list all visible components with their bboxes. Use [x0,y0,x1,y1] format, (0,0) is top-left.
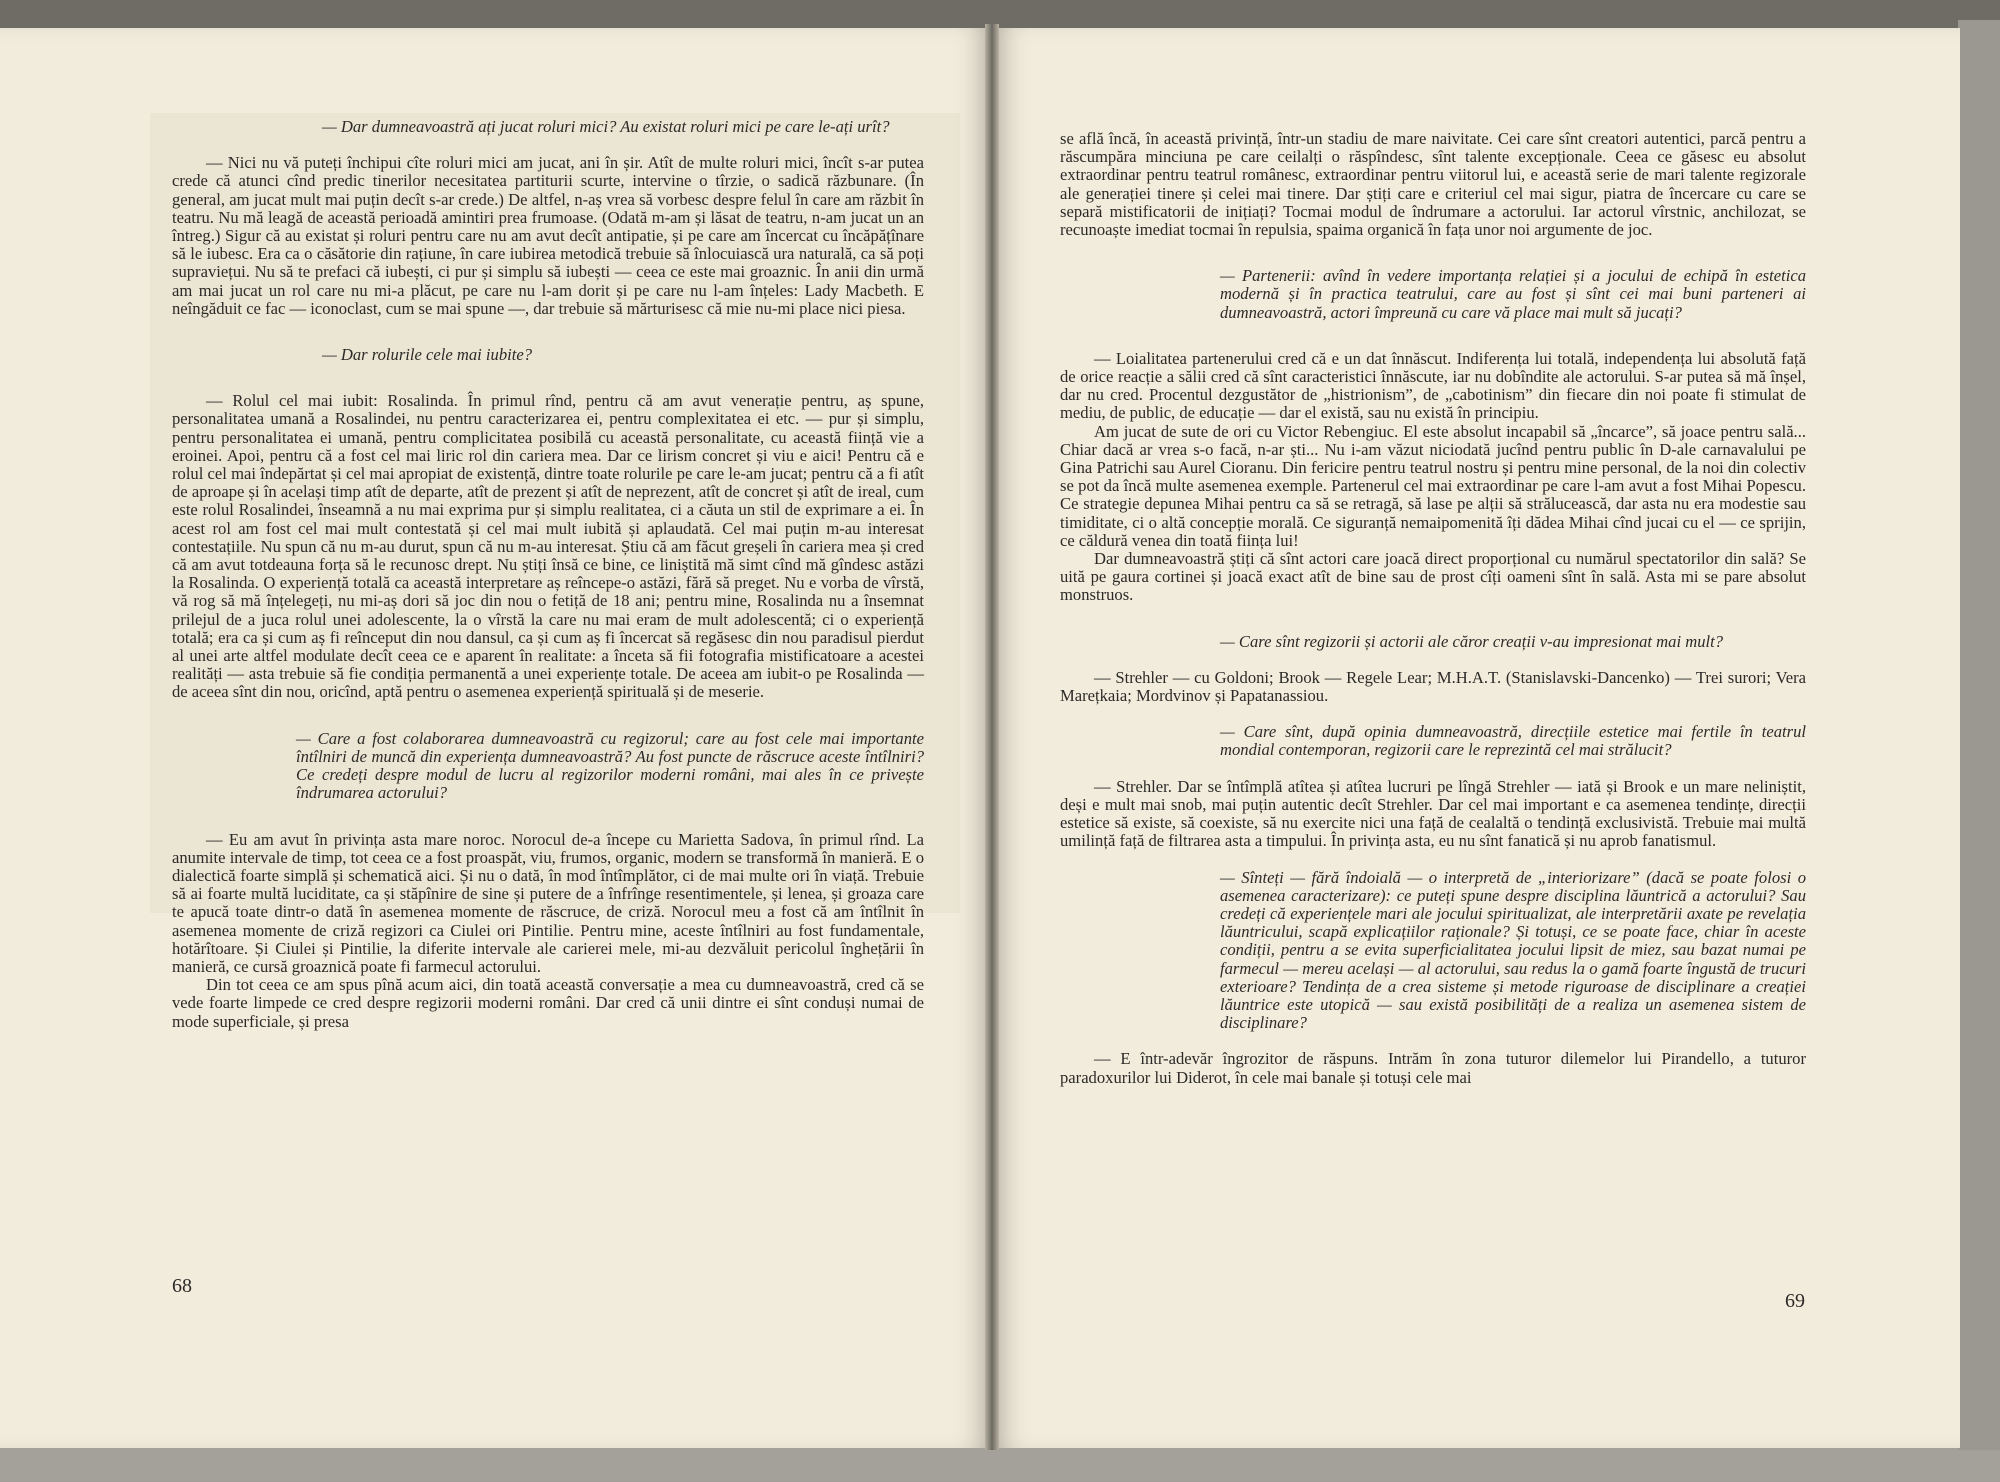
interview-answer: Dar dumneavoastră știți că sînt actori care joacă direct proporțional cu numărul spectatorilor din sală? Se uită pe gaura cortinei și joacă exact atît de bine sau de prost cîți oameni sînt în sală. Asta mi se pare absolut monstruos. [1060,549,1806,605]
interview-question: — Care sînt regizorii și actorii ale căror creații v-au impresionat mai mult? [1220,631,1724,651]
interview-answer: — Strehler — cu Goldoni; Brook — Regele Lear; M.H.A.T. (Stanislavski-Dancenko) — Trei surori; Vera Marețkaia; Mordvinov și Papatanassiou. [1060,667,1806,706]
interview-answer: — Rolul cel mai iubit: Rosalinda. În primul rînd, pentru că am avut venerație pentru, aș spune, personalitatea umană a Rosalindei, nu pentru caracterizarea ei, pentru complexitatea ei etc. — pur și simplu, pentru personalitatea ei umană, pentru complicitatea posibilă cu această personalitate, cu această ființă vie a eroinei. Apoi, pentru că a fost cel mai liric rol din cariera mea. Dar ce lirism concret și viu e aici! Pentru că e rolul cel mai îndepărtat și cel mai apropiat de existență, dintre toate rolurile pe care le-am jucat; pentru că a fi atît de aproape și în același timp atît de departe, atît de prezent și atît de neprezent, atît de concret și atît de ireal, cum este rolul Rosalindei, înseamnă a nu mai exprima pur și simplu realitatea, ci a căuta un stil de exprimare a ei. În acest rol am fost cel mai mult contestată și cel mai mult iubită și aplaudată. Cel mai puțin m-au interesat contestațiile. Nu spun că nu m-au durut, spun că nu m-au interesat. Știu că am făcut greșeli în cariera mea și cred că am avut totdeauna forța să le recunosc drept. Nu știți însă ce bine, ce liniștită mă simt cînd mă gîndesc astăzi la Rosalinda. O experiență totală ca această interpretare aș reîncepe-o astăzi, fără să preget. Nu e vorba de vîrstă, vă rog să mă înțelegeți, nu mi-aș dori să joc din nou o fetiță de 18 ani; pentru mine, Rosalinda nu a însemnat prilejul de a juca rolul unei adolescente, la o vîrstă la care nu mai eram de mult adolescentă; ci o experiență totală; era ca și cum aș fi reînceput din nou dansul, ca și cum aș fi încercat să regăsesc din nou paradisul pierdut al unei arte altfel modulate decît ceea ce e aparent în realitate: a înceta să fii fotografia mistificatoare a acestei realități — asta trebuie să fie condiția permanentă a unei experiențe totale. De aceea am iubit-o pe Rosalinda — de aceea sînt din nou, oricînd, aptă pentru o asemenea experiență spirituală și de meserie. [172,391,924,702]
interview-question: — Care a fost colaborarea dumneavoastră cu regizorul; care au fost cele mai importante întîlniri de muncă din experiența dumneavoastră? Au fost puncte de răscruce aceste întîlniri? Ce credeți despre modul de lucru al regizorilor moderni români, mai ales în ce privește îndrumarea actorului? [296,728,924,803]
page-number-right: 69 [1785,1290,1805,1312]
interview-answer: Din tot ceea ce am spus pînă acum aici, din toată această conversație a mea cu dumneavoastră, cred că se vede foarte limpede ce cred despre regizorii moderni români. Dar cred că unii dintre ei sînt conduși numai de mode superficiale, și presa [172,975,924,1031]
right-page-text-column [1060,130,1806,1087]
interview-question: — Dar dumneavoastră ați jucat roluri mici? Au existat roluri mici pe care le-ați urît? [322,117,890,136]
interview-answer: — Nici nu vă puteți închipui cîte roluri mici am jucat, ani în șir. Atît de multe roluri mici, încît s-ar putea crede că atunci cînd predic tinerilor necesitatea partiturii scurte, intervine o tîrzie, o sadică răzbunare. (În general, am jucat mult mai puțin decît s-ar crede.) De altfel, n-aș vrea să vorbesc despre felul în care am răzbit în teatru. Nu mă leagă de această perioadă amintiri prea frumoase. (Odată m-am și lăsat de teatru, n-am jucat un an întreg.) Sigur că au existat și roluri pentru care nu am avut decît antipatie, și pe care am încercat cu încăpățînare să le iubesc. Era ca o căsătorie din rațiune, în care iubirea metodică trebuie să înlocuiască ura naturală, ca să poți supraviețui. Nu să te prefaci că iubești, ci pur și simplu să iubești — ceea ce este mai groaznic. În anii din urmă am mai jucat un rol care nu mi-a plăcut, pe care nu l-am dorit și pe care nu l-am înțeles: Lady Macbeth. E neîngăduit ce fac — iconoclast, cum se mai spune —, dar trebuie să mărturisesc că mie nu-mi place nici piesa. [172,153,924,318]
interview-question: — Partenerii: avînd în vedere importanța relației și a jocului de echipă în estetica modernă și în practica teatrului, care au fost și sînt cei mai buni parteneri ai dumneavoastră, actori împreună cu care vă place mai mult să jucați? [1220,266,1806,322]
interview-answer: — E într-adevăr îngrozitor de răspuns. Intrăm în zona tuturor dilemelor lui Pirandello, a tuturor paradoxurilor lui Diderot, în cele mai banale și totuși cele mai [1060,1049,1806,1087]
interview-answer: se află încă, în această privință, într-un stadiu de mare naivitate. Cei care sînt creatori autentici, parcă pentru a răscumpăra minciuna pe care ceilalți o răspîndesc, sînt talente excepționale. Ceea ce găsesc eu absolut extraordinar pentru teatrul românesc, extraordinar pentru viitorul lui, e această serie de mari talente regizorale ale generației tinere și celei mai tinere. Dar știți care e criteriul cel mai sigur, piatra de încercare cu care se separă mistificatorii de inițiați? Tocmai modul de îndrumare a actorului. Iar actorul vîrstnic, anchilozat, se recunoaște imediat tocmai în repulsia, spaima organică în fața unor noi argumente de joc. [1060,129,1806,240]
interview-question: — Dar rolurile cele mai iubite? [322,345,533,365]
interview-answer: Am jucat de sute de ori cu Victor Rebengiuc. El este absolut incapabil să „încarce”, să joace pentru sală... Chiar dacă ar vrea s-o facă, n-ar ști... Nu i-am văzut niciodată jucînd pentru public în D-ale carnavalului pe Gina Patrichi sau Aurel Cioranu. Din fericire pentru teatrul nostru și pentru mine personal, de la noi din colectiv se pot da încă multe asemenea exemple. Partenerul cel mai extraordinar pe care l-am avut a fost Mihai Popescu. Ce strategie depunea Mihai pentru ca să se retragă, să lase pe alții să strălucească, dar asta nu era modestie sau timiditate, ci o altă concepție morală. Ce siguranță nemaipomenită îți dădea Mihai cînd jucai cu el — ce sprijin, ce căldură venea din toată ființa lui! [1060,421,1806,550]
book-gutter [985,24,999,1450]
left-page-text-column [172,118,924,1031]
book-cover-edge [1958,20,2000,1450]
interview-answer: — Strehler. Dar se întîmplă atîtea și atîtea lucruri pe lîngă Strehler — iată și Brook e un mare neliniștit, deși e mult mai snob, mai puțin autentic decît Strehler. Dar cel mai important e ca asemenea tendințe, direcții estetice să existe, să coexiste, să nu exercite nici una față de cealaltă o tendință exclusivistă. Trebuie mai multă umilință față de filtrarea asta a timpului. În privința asta, eu nu sînt fanatică și nu aprob fanatismul. [1060,776,1806,851]
interview-question: — Sînteți — fără îndoială — o interpretă de „interiorizare” (dacă se poate folosi o asemenea caracterizare): ce puteți spune despre disciplina lăuntrică a actorului? Sau credeți că experiențele mari ale jocului spiritualizat, ale interpretării axate pe revelația lăuntricului, scapă explicațiilor raționale? Și totuși, ce se poate face, chiar în aceste condiții, pentru a se evita superficialitatea jocului lipsit de miez, sau bazat numai pe farmecul — mereu același — al actorului, sau redus la o gamă foarte îngustă de trucuri exterioare? Tendința de a crea sisteme și metode riguroase de disciplinare a creației lăuntrice este utopică — sau există posibilități de a realiza un asemenea sistem de disciplinare? [1220,867,1806,1033]
binding-bottom-edge [0,1446,2000,1482]
page-number-left: 68 [172,1275,192,1297]
interview-answer: — Loialitatea partenerului cred că e un dat înnăscut. Indiferența lui totală, independența lui absolută față de orice reacție a sălii cred că sînt caracteristici înnăscute, iar nu dobîndite ale actorului. S-ar putea să mă înșel, dar nu cred. Procentul dezgustător de „histrionism”, de „cabotinism” din fiecare din noi poate fi stimulat de mediu, de public, de educație — dar el există, sau nu există în principiu. [1060,348,1806,423]
interview-question: — Care sînt, după opinia dumneavoastră, direcțiile estetice mai fertile în teatrul mondial contemporan, regizorii care le reprezintă cel mai strălucit? [1220,722,1806,760]
interview-answer: — Eu am avut în privința asta mare noroc. Norocul de-a începe cu Marietta Sadova, în primul rînd. La anumite intervale de timp, tot ceea ce a fost proaspăt, viu, frumos, organic, modern se transformă în manieră. E o dialectică foarte simplă și schematică aici. Și nu o dată, în mod întîmplător, ci de mai multe ori în viață. Trebuie să ai foarte multă luciditate, ca și stăpînire de sine și putere de a înfrînge resentimentele, și lenea, și groaza care te apucă toate dintr-o dată în asemenea momente de răscruce, de criză. Norocul meu a fost că am întîlnit în asemenea momente de criză regizori ca Ciulei ori Pintilie. Pentru mine, aceste întîlniri au fost fundamentale, hotărîtoare. Și Ciulei și Pintilie, la diferite intervale ale carierei mele, mi-au dezvăluit pericolul înghețării în manieră, ce cursă groaznică poate fi farmecul actorului. [172,829,924,976]
